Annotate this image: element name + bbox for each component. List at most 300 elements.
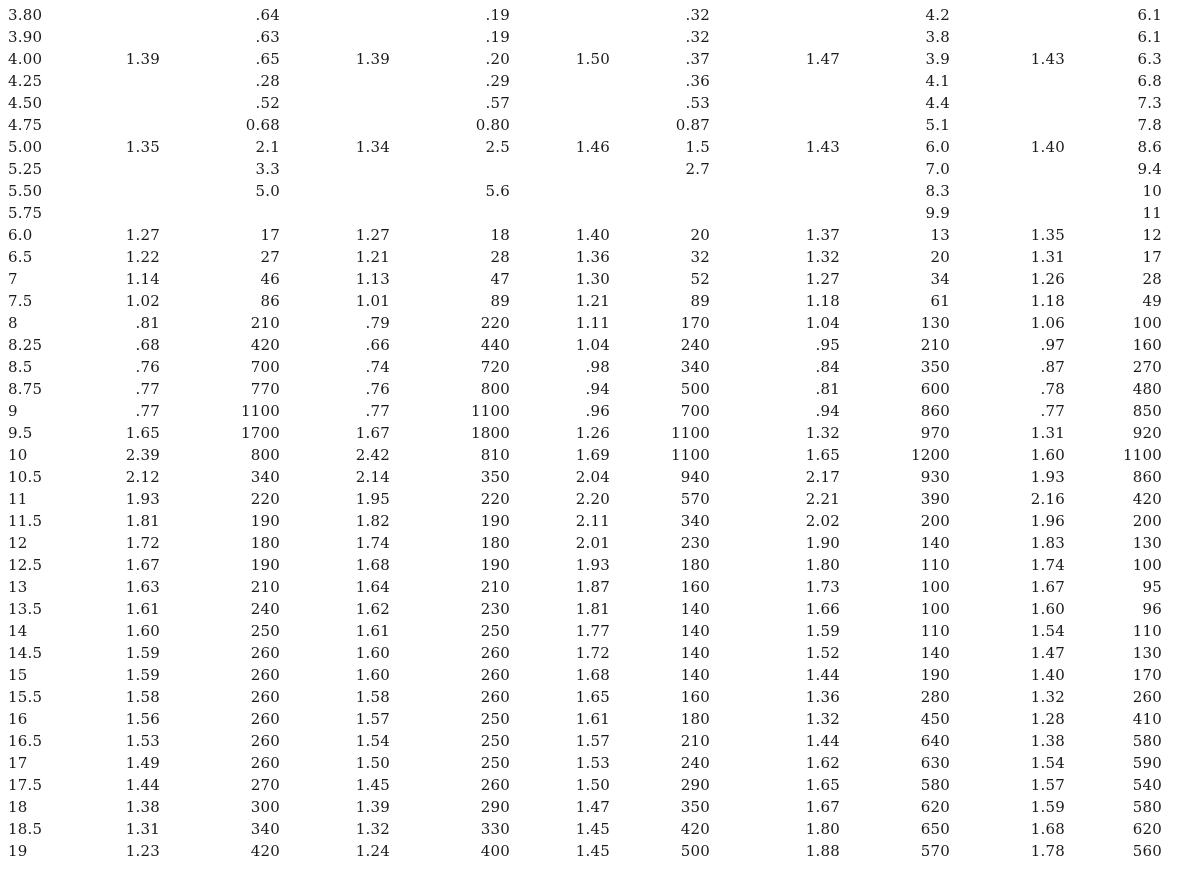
table-cell: 1.27 [805, 270, 840, 288]
row-key-cell: 18 [8, 798, 28, 816]
table-cell: 1.52 [805, 644, 840, 662]
table-cell: 620 [1132, 820, 1162, 838]
table-cell: 180 [680, 556, 710, 574]
table-cell: 140 [920, 534, 950, 552]
table-row [0, 840, 1200, 862]
table-cell: 27 [260, 248, 280, 266]
table-cell: 190 [480, 556, 510, 574]
table-cell [1000, 70, 1065, 92]
table-cell: .37 [685, 50, 710, 68]
table-cell: 52 [690, 270, 710, 288]
table-cell: 1.72 [125, 534, 160, 552]
table-cell: 1.23 [125, 842, 160, 860]
table-cell: 49 [1142, 292, 1162, 310]
table-cell: .29 [485, 72, 510, 90]
table-cell: 12 [1142, 226, 1162, 244]
table-cell: 1.81 [125, 512, 160, 530]
table-cell: 1.46 [575, 138, 610, 156]
row-key-cell: 19 [8, 842, 28, 860]
data-table [0, 4, 1200, 862]
table-cell: 1.39 [355, 798, 390, 816]
table-cell: 2.01 [575, 534, 610, 552]
table-cell: 2.5 [485, 138, 510, 156]
table-cell: 1.81 [575, 600, 610, 618]
table-cell: .95 [815, 336, 840, 354]
table-cell: 1.40 [1030, 138, 1065, 156]
table-cell: 260 [250, 732, 280, 750]
table-cell: .81 [135, 314, 160, 332]
table-cell: 480 [1132, 380, 1162, 398]
table-cell: 1.53 [125, 732, 160, 750]
table-cell [90, 4, 160, 26]
table-row [0, 400, 1200, 422]
table-cell: 1.38 [1030, 732, 1065, 750]
table-cell: 1.04 [575, 336, 610, 354]
table-cell: 190 [250, 556, 280, 574]
table-cell: 1.18 [1030, 292, 1065, 310]
table-cell: 1.24 [355, 842, 390, 860]
table-cell: 940 [680, 468, 710, 486]
table-cell: 160 [1132, 336, 1162, 354]
table-cell: 2.7 [685, 160, 710, 178]
table-cell: 1.58 [355, 688, 390, 706]
table-cell: .97 [1040, 336, 1065, 354]
table-cell: 9.9 [925, 204, 950, 222]
table-cell: .74 [365, 358, 390, 376]
table-cell [1000, 26, 1065, 48]
table-cell [770, 202, 840, 224]
table-cell: 700 [680, 402, 710, 420]
table-cell: 2.04 [575, 468, 610, 486]
table-cell: 220 [480, 314, 510, 332]
table-cell: 190 [250, 512, 280, 530]
table-cell: 1.60 [1030, 446, 1065, 464]
table-cell: 110 [920, 622, 950, 640]
table-cell: .94 [585, 380, 610, 398]
table-cell: 110 [1132, 622, 1162, 640]
table-cell: 1.32 [1030, 688, 1065, 706]
table-cell [770, 70, 840, 92]
table-cell: 47 [490, 270, 510, 288]
table-cell: 4.1 [925, 72, 950, 90]
table-cell: 130 [920, 314, 950, 332]
table-row [0, 796, 1200, 818]
table-cell: 1100 [1123, 446, 1162, 464]
table-row [0, 532, 1200, 554]
table-cell [1000, 202, 1065, 224]
table-cell: 1.77 [575, 622, 610, 640]
table-cell: 220 [250, 490, 280, 508]
row-key-cell: 7.5 [8, 292, 33, 310]
table-cell: 1.50 [575, 50, 610, 68]
table-cell [630, 180, 710, 202]
table-cell [630, 202, 710, 224]
table-cell: 96 [1142, 600, 1162, 618]
table-cell [90, 114, 160, 136]
table-cell: 1.90 [805, 534, 840, 552]
table-cell: 1.38 [125, 798, 160, 816]
table-cell: 6.3 [1137, 50, 1162, 68]
table-cell: 2.02 [805, 512, 840, 530]
table-cell: 110 [920, 556, 950, 574]
table-cell: 5.0 [255, 182, 280, 200]
table-row [0, 246, 1200, 268]
table-cell: 1.67 [1030, 578, 1065, 596]
table-cell: 1.11 [575, 314, 610, 332]
table-cell: 350 [920, 358, 950, 376]
table-cell: 160 [680, 578, 710, 596]
table-cell: .53 [685, 94, 710, 112]
table-cell: 210 [680, 732, 710, 750]
table-cell: 140 [680, 600, 710, 618]
table-cell: 1.26 [575, 424, 610, 442]
table-cell: 1.67 [805, 798, 840, 816]
table-cell: 130 [1132, 644, 1162, 662]
table-cell: 260 [250, 644, 280, 662]
table-row [0, 334, 1200, 356]
table-cell: 6.8 [1137, 72, 1162, 90]
table-row [0, 70, 1200, 92]
row-key-cell: 5.50 [8, 182, 43, 200]
table-cell: 240 [680, 754, 710, 772]
table-row [0, 224, 1200, 246]
table-cell: 1.65 [805, 776, 840, 794]
table-cell: 1.49 [125, 754, 160, 772]
table-cell: 1.47 [1030, 644, 1065, 662]
table-cell: 20 [690, 226, 710, 244]
table-cell: 1.21 [575, 292, 610, 310]
table-cell: 1.69 [575, 446, 610, 464]
row-key-cell: 12.5 [8, 556, 43, 574]
table-row [0, 708, 1200, 730]
table-cell: .96 [585, 402, 610, 420]
table-cell: 340 [250, 468, 280, 486]
table-cell: 1.57 [575, 732, 610, 750]
table-cell: .52 [255, 94, 280, 112]
table-cell: 260 [480, 644, 510, 662]
table-cell: 580 [920, 776, 950, 794]
table-cell: .57 [485, 94, 510, 112]
table-cell: .76 [365, 380, 390, 398]
table-cell: 500 [680, 380, 710, 398]
table-cell: 810 [480, 446, 510, 464]
table-cell: 770 [250, 380, 280, 398]
table-cell [90, 92, 160, 114]
table-cell [540, 26, 610, 48]
table-cell: 1.88 [805, 842, 840, 860]
table-cell: 1.45 [575, 820, 610, 838]
table-cell: 1700 [241, 424, 280, 442]
table-cell: 250 [480, 732, 510, 750]
table-cell: 1.60 [1030, 600, 1065, 618]
table-cell: 8.3 [925, 182, 950, 200]
table-cell: 570 [920, 842, 950, 860]
table-cell: 640 [920, 732, 950, 750]
table-cell: 17 [1142, 248, 1162, 266]
table-cell: 1.61 [125, 600, 160, 618]
table-cell: 1.72 [575, 644, 610, 662]
table-cell: 1.32 [355, 820, 390, 838]
table-cell: 140 [920, 644, 950, 662]
table-cell: 290 [480, 798, 510, 816]
table-cell [540, 92, 610, 114]
table-cell: 28 [490, 248, 510, 266]
table-cell: 720 [480, 358, 510, 376]
row-key-cell: 10 [8, 446, 28, 464]
table-cell: 6.1 [1137, 6, 1162, 24]
table-cell: 3.9 [925, 50, 950, 68]
table-cell: 250 [480, 622, 510, 640]
table-cell: 340 [680, 512, 710, 530]
row-key-cell: 6.5 [8, 248, 33, 266]
table-cell: 2.21 [805, 490, 840, 508]
table-cell: 270 [1132, 358, 1162, 376]
table-cell: .19 [485, 28, 510, 46]
table-cell: 5.1 [925, 116, 950, 134]
table-cell: 1.74 [355, 534, 390, 552]
table-cell: 540 [1132, 776, 1162, 794]
table-row [0, 444, 1200, 466]
table-cell: 800 [480, 380, 510, 398]
row-key-cell: 4.00 [8, 50, 43, 68]
table-cell: 1.13 [355, 270, 390, 288]
table-cell: 1.47 [575, 798, 610, 816]
table-cell: 1.60 [355, 666, 390, 684]
table-cell: 0.87 [675, 116, 710, 134]
table-cell: 1.01 [355, 292, 390, 310]
table-cell: 420 [1132, 490, 1162, 508]
row-key-cell: 4.25 [8, 72, 43, 90]
table-cell: 260 [480, 688, 510, 706]
table-cell [1000, 180, 1065, 202]
table-cell: .77 [135, 402, 160, 420]
table-cell: 1.44 [125, 776, 160, 794]
table-cell: 1.59 [805, 622, 840, 640]
table-row [0, 202, 1200, 224]
table-cell: 930 [920, 468, 950, 486]
table-cell: 650 [920, 820, 950, 838]
table-cell [90, 158, 160, 180]
table-cell: 240 [250, 600, 280, 618]
table-cell: 89 [490, 292, 510, 310]
table-row [0, 818, 1200, 840]
table-cell: 1.87 [575, 578, 610, 596]
table-cell: 1.44 [805, 732, 840, 750]
table-cell: 1.27 [355, 226, 390, 244]
table-cell [90, 180, 160, 202]
table-row [0, 158, 1200, 180]
row-key-cell: 10.5 [8, 468, 43, 486]
table-cell: 6.0 [925, 138, 950, 156]
row-key-cell: 3.80 [8, 6, 43, 24]
table-cell [770, 4, 840, 26]
table-cell: 970 [920, 424, 950, 442]
table-cell: 1.44 [805, 666, 840, 684]
table-cell: 260 [480, 776, 510, 794]
table-cell: 1.32 [805, 710, 840, 728]
table-cell: 1.80 [805, 556, 840, 574]
table-cell: 1100 [671, 446, 710, 464]
table-cell: 1.58 [125, 688, 160, 706]
table-cell: 210 [250, 578, 280, 596]
table-cell: 1.32 [805, 424, 840, 442]
table-cell [770, 158, 840, 180]
table-cell [410, 158, 510, 180]
table-cell: 1.5 [685, 138, 710, 156]
table-cell: 1.35 [125, 138, 160, 156]
table-cell: 800 [250, 446, 280, 464]
table-cell: 1.60 [125, 622, 160, 640]
table-cell: 190 [920, 666, 950, 684]
table-cell: 300 [250, 798, 280, 816]
table-cell [540, 158, 610, 180]
table-cell: 1.04 [805, 314, 840, 332]
table-cell: 6.1 [1137, 28, 1162, 46]
row-key-cell: 5.75 [8, 204, 43, 222]
table-cell [190, 202, 280, 224]
table-cell: 1.30 [575, 270, 610, 288]
table-row [0, 312, 1200, 334]
table-cell: 1.53 [575, 754, 610, 772]
row-key-cell: 3.90 [8, 28, 43, 46]
table-row [0, 180, 1200, 202]
table-cell [320, 26, 390, 48]
table-cell: 4.2 [925, 6, 950, 24]
table-cell: 1.28 [1030, 710, 1065, 728]
table-cell: 330 [480, 820, 510, 838]
table-cell [320, 158, 390, 180]
table-cell: 1.68 [355, 556, 390, 574]
table-row [0, 752, 1200, 774]
table-row [0, 290, 1200, 312]
table-cell: 500 [680, 842, 710, 860]
table-cell: 1.18 [805, 292, 840, 310]
table-cell [1000, 4, 1065, 26]
table-cell: .63 [255, 28, 280, 46]
table-cell: 11 [1142, 204, 1162, 222]
table-cell: 1.34 [355, 138, 390, 156]
table-row [0, 686, 1200, 708]
table-cell: .87 [1040, 358, 1065, 376]
table-cell: 260 [250, 688, 280, 706]
table-cell [320, 180, 390, 202]
table-cell: 7.8 [1137, 116, 1162, 134]
table-cell: 1.68 [1030, 820, 1065, 838]
table-cell: 270 [250, 776, 280, 794]
row-key-cell: 4.50 [8, 94, 43, 112]
table-cell: 390 [920, 490, 950, 508]
table-cell: 1.60 [355, 644, 390, 662]
table-cell: .28 [255, 72, 280, 90]
table-cell: 450 [920, 710, 950, 728]
table-cell [540, 180, 610, 202]
table-cell: .81 [815, 380, 840, 398]
table-cell: .77 [365, 402, 390, 420]
table-cell: 140 [680, 666, 710, 684]
table-row [0, 4, 1200, 26]
table-cell: 260 [250, 666, 280, 684]
table-cell: 1.62 [805, 754, 840, 772]
table-cell: 1.43 [1030, 50, 1065, 68]
table-cell: 350 [680, 798, 710, 816]
table-cell: 340 [250, 820, 280, 838]
table-cell: 1.36 [805, 688, 840, 706]
table-cell: 860 [1132, 468, 1162, 486]
table-cell: 1.68 [575, 666, 610, 684]
table-cell: 1.93 [575, 556, 610, 574]
table-cell: 560 [1132, 842, 1162, 860]
table-cell: 1.27 [125, 226, 160, 244]
table-cell: 1.95 [355, 490, 390, 508]
table-cell: .68 [135, 336, 160, 354]
row-key-cell: 8.5 [8, 358, 33, 376]
table-cell: 240 [680, 336, 710, 354]
table-cell: 1.47 [805, 50, 840, 68]
row-key-cell: 16.5 [8, 732, 43, 750]
table-cell: 2.1 [255, 138, 280, 156]
table-cell: 290 [680, 776, 710, 794]
table-cell [90, 26, 160, 48]
table-row [0, 598, 1200, 620]
table-cell: 2.17 [805, 468, 840, 486]
table-cell: 180 [250, 534, 280, 552]
table-cell: 0.68 [245, 116, 280, 134]
table-cell: 2.20 [575, 490, 610, 508]
table-cell: .79 [365, 314, 390, 332]
table-row [0, 642, 1200, 664]
table-cell: 1.54 [355, 732, 390, 750]
table-cell: 440 [480, 336, 510, 354]
table-cell: 17 [260, 226, 280, 244]
row-key-cell: 16 [8, 710, 28, 728]
row-key-cell: 5.25 [8, 160, 43, 178]
table-cell: 700 [250, 358, 280, 376]
row-key-cell: 14 [8, 622, 28, 640]
table-cell: 1.40 [1030, 666, 1065, 684]
table-cell: 1.40 [575, 226, 610, 244]
table-cell: 34 [930, 270, 950, 288]
table-cell: 13 [930, 226, 950, 244]
table-cell: .66 [365, 336, 390, 354]
table-cell: 2.11 [575, 512, 610, 530]
table-cell: 860 [920, 402, 950, 420]
table-cell: 170 [680, 314, 710, 332]
row-key-cell: 15 [8, 666, 28, 684]
table-cell: 340 [680, 358, 710, 376]
table-cell: 920 [1132, 424, 1162, 442]
table-cell: 1.59 [125, 644, 160, 662]
table-cell: 570 [680, 490, 710, 508]
row-key-cell: 13 [8, 578, 28, 596]
table-cell: 630 [920, 754, 950, 772]
row-key-cell: 6.0 [8, 226, 33, 244]
row-key-cell: 11 [8, 490, 28, 508]
table-cell: 1.66 [805, 600, 840, 618]
table-cell: 61 [930, 292, 950, 310]
table-cell: 100 [920, 600, 950, 618]
table-cell: 1800 [471, 424, 510, 442]
table-cell: 350 [480, 468, 510, 486]
table-cell [320, 202, 390, 224]
table-row [0, 466, 1200, 488]
table-cell [1000, 92, 1065, 114]
table-cell: 18 [490, 226, 510, 244]
table-cell: 190 [480, 512, 510, 530]
table-cell: 1.61 [575, 710, 610, 728]
table-cell: 130 [1132, 534, 1162, 552]
table-cell: 1.37 [805, 226, 840, 244]
table-cell: 2.42 [355, 446, 390, 464]
